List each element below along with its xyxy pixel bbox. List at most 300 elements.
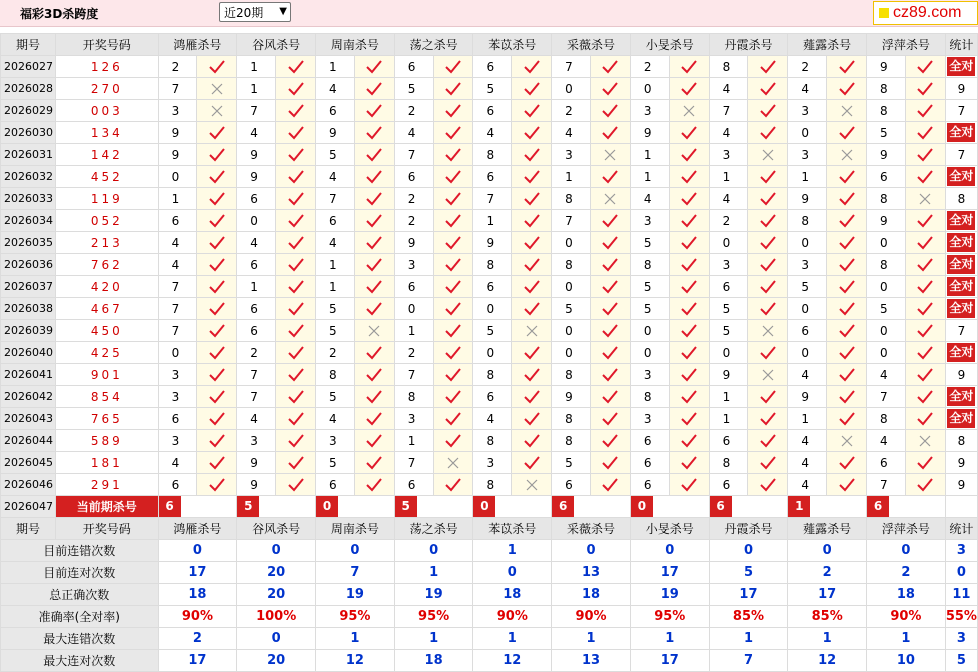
kill-number-cell: 6 — [158, 474, 197, 496]
cross-icon — [918, 192, 932, 206]
result-mark-cell — [354, 254, 394, 276]
kill-number-cell: 7 — [867, 386, 906, 408]
kill-number-cell: 6 — [316, 210, 355, 232]
check-icon — [209, 192, 225, 206]
result-mark-cell — [748, 100, 788, 122]
result-mark-cell — [512, 56, 552, 78]
brand-logo[interactable] — [873, 1, 978, 25]
summary-value: 0 — [473, 562, 552, 584]
kill-number-cell: 2 — [394, 342, 433, 364]
check-icon — [445, 368, 461, 382]
result-mark-cell — [512, 254, 552, 276]
all-correct-badge: 全对 — [947, 299, 975, 318]
kill-number-cell: 4 — [237, 232, 276, 254]
check-icon — [681, 82, 697, 96]
result-mark-cell — [354, 100, 394, 122]
stat-cell — [945, 276, 977, 298]
check-icon — [288, 368, 304, 382]
result-mark-cell — [433, 78, 473, 100]
kill-number-cell: 8 — [552, 408, 591, 430]
check-icon — [445, 60, 461, 74]
kill-number-cell: 6 — [630, 430, 669, 452]
stat-cell — [945, 166, 977, 188]
check-icon — [917, 390, 933, 404]
check-icon — [445, 280, 461, 294]
kill-number-cell: 2 — [394, 210, 433, 232]
kill-number-cell: 9 — [237, 144, 276, 166]
kill-number-cell: 0 — [158, 342, 197, 364]
kill-number-cell: 6 — [158, 210, 197, 232]
kill-number-cell: 9 — [867, 210, 906, 232]
summary-value: 12 — [316, 650, 395, 672]
result-mark-cell — [827, 100, 867, 122]
result-mark-cell — [512, 452, 552, 474]
check-icon — [760, 126, 776, 140]
result-mark-cell — [827, 56, 867, 78]
check-icon — [524, 214, 540, 228]
summary-value: 7 — [316, 562, 395, 584]
check-icon — [366, 412, 382, 426]
summary-value: 55% — [945, 606, 977, 628]
result-mark-cell — [748, 298, 788, 320]
result-mark-cell — [591, 430, 631, 452]
issue-cell: 2026027 — [1, 56, 56, 78]
kill-number-cell: 5 — [867, 298, 906, 320]
draw-number-cell: 589 — [55, 430, 158, 452]
result-mark-cell — [276, 232, 316, 254]
table-row — [1, 408, 978, 430]
kill-number-cell: 6 — [788, 320, 827, 342]
kill-number-cell: 6 — [237, 320, 276, 342]
check-icon — [445, 82, 461, 96]
summary-row — [1, 584, 978, 606]
stat-cell: 8 — [945, 188, 977, 210]
result-mark-cell — [748, 320, 788, 342]
result-mark-cell — [748, 232, 788, 254]
result-mark-cell — [591, 474, 631, 496]
result-mark-cell — [433, 276, 473, 298]
result-mark-cell — [433, 298, 473, 320]
table-row — [1, 122, 978, 144]
period-select[interactable] — [219, 2, 291, 22]
table-row — [1, 254, 978, 276]
result-mark-cell — [905, 474, 945, 496]
result-mark-cell — [433, 474, 473, 496]
draw-number-cell: 762 — [55, 254, 158, 276]
result-mark-cell — [591, 386, 631, 408]
result-mark-cell — [197, 144, 237, 166]
check-icon — [681, 412, 697, 426]
result-mark-cell — [197, 78, 237, 100]
check-icon — [288, 324, 304, 338]
result-mark-cell — [669, 276, 709, 298]
result-mark-cell — [197, 408, 237, 430]
result-mark-cell — [748, 342, 788, 364]
check-icon — [366, 302, 382, 316]
check-icon — [681, 368, 697, 382]
result-mark-cell — [512, 232, 552, 254]
result-mark-cell — [827, 188, 867, 210]
check-icon — [681, 346, 697, 360]
result-mark-cell — [748, 364, 788, 386]
column-header: 开奖号码 — [55, 34, 158, 56]
check-icon — [760, 192, 776, 206]
kill-number-cell: 7 — [473, 188, 512, 210]
result-mark-cell — [905, 188, 945, 210]
table-row — [1, 320, 978, 342]
stat-cell: 8 — [945, 430, 977, 452]
check-icon — [366, 434, 382, 448]
kill-number-cell: 1 — [630, 144, 669, 166]
summary-value: 17 — [630, 562, 709, 584]
current-kill-number — [158, 496, 237, 518]
result-mark-cell — [197, 430, 237, 452]
kill-number-cell: 7 — [237, 364, 276, 386]
draw-number-cell: 420 — [55, 276, 158, 298]
draw-number-cell: 142 — [55, 144, 158, 166]
result-mark-cell — [354, 408, 394, 430]
check-icon — [681, 324, 697, 338]
check-icon — [602, 368, 618, 382]
result-mark-cell — [905, 408, 945, 430]
kill-number-cell: 0 — [237, 210, 276, 232]
result-mark-cell — [433, 254, 473, 276]
check-icon — [366, 368, 382, 382]
current-kill-badge: 5 — [237, 496, 259, 517]
kill-number-cell: 3 — [237, 430, 276, 452]
check-icon — [445, 104, 461, 118]
result-mark-cell — [591, 342, 631, 364]
check-icon — [839, 390, 855, 404]
current-kill-number — [709, 496, 788, 518]
result-mark-cell — [591, 452, 631, 474]
check-icon — [839, 170, 855, 184]
kill-number-cell: 9 — [158, 144, 197, 166]
result-mark-cell — [276, 144, 316, 166]
kill-number-cell: 4 — [867, 430, 906, 452]
check-icon — [681, 170, 697, 184]
check-icon — [917, 258, 933, 272]
kill-number-cell: 5 — [316, 144, 355, 166]
summary-value: 90% — [552, 606, 631, 628]
kill-number-cell: 1 — [473, 210, 512, 232]
kill-number-cell: 0 — [552, 232, 591, 254]
kill-number-cell: 6 — [394, 56, 433, 78]
current-period-row — [1, 496, 978, 518]
cross-icon — [761, 324, 775, 338]
result-mark-cell — [354, 188, 394, 210]
result-mark-cell — [276, 210, 316, 232]
result-mark-cell — [905, 56, 945, 78]
result-mark-cell — [827, 474, 867, 496]
check-icon — [917, 104, 933, 118]
summary-value: 90% — [158, 606, 237, 628]
stat-cell: 7 — [945, 144, 977, 166]
result-mark-cell — [827, 386, 867, 408]
column-header: 期号 — [1, 518, 56, 540]
result-mark-cell — [827, 122, 867, 144]
summary-value: 1 — [867, 628, 946, 650]
current-kill-badge: 6 — [867, 496, 889, 517]
check-icon — [524, 170, 540, 184]
check-icon — [602, 324, 618, 338]
issue-cell: 2026040 — [1, 342, 56, 364]
summary-value: 5 — [945, 650, 977, 672]
result-mark-cell — [276, 408, 316, 430]
kill-number-cell: 9 — [158, 122, 197, 144]
result-mark-cell — [905, 210, 945, 232]
kill-number-cell: 8 — [867, 100, 906, 122]
kill-number-cell: 2 — [316, 342, 355, 364]
result-mark-cell — [827, 78, 867, 100]
kill-number-cell: 3 — [630, 364, 669, 386]
check-icon — [445, 192, 461, 206]
summary-value: 0 — [237, 628, 316, 650]
kill-number-cell: 4 — [788, 430, 827, 452]
header-row — [1, 518, 978, 540]
check-icon — [760, 170, 776, 184]
result-mark-cell — [669, 474, 709, 496]
kill-number-cell: 0 — [473, 298, 512, 320]
kill-number-cell: 0 — [867, 320, 906, 342]
result-mark-cell — [905, 430, 945, 452]
result-mark-cell — [354, 210, 394, 232]
kill-number-cell: 1 — [316, 56, 355, 78]
kill-number-cell: 0 — [552, 320, 591, 342]
result-mark-cell — [512, 100, 552, 122]
stat-cell — [945, 56, 977, 78]
kill-number-cell: 6 — [473, 100, 512, 122]
kill-number-cell: 8 — [552, 188, 591, 210]
result-mark-cell — [669, 342, 709, 364]
issue-cell: 2026028 — [1, 78, 56, 100]
kill-number-cell: 6 — [316, 100, 355, 122]
kill-number-cell: 3 — [552, 144, 591, 166]
result-mark-cell — [354, 474, 394, 496]
kill-number-cell: 2 — [630, 56, 669, 78]
column-header: 鸿雁杀号 — [158, 34, 237, 56]
kill-number-cell: 1 — [237, 78, 276, 100]
current-kill-badge: 0 — [316, 496, 338, 517]
table-row — [1, 56, 978, 78]
summary-value: 1 — [473, 540, 552, 562]
summary-value: 12 — [788, 650, 867, 672]
result-mark-cell — [591, 122, 631, 144]
check-icon — [760, 82, 776, 96]
current-kill-number — [316, 496, 395, 518]
check-icon — [288, 192, 304, 206]
summary-label: 总正确次数 — [1, 584, 159, 606]
kill-number-cell: 2 — [552, 100, 591, 122]
check-icon — [681, 302, 697, 316]
kill-number-cell: 1 — [709, 166, 748, 188]
check-icon — [917, 82, 933, 96]
check-icon — [445, 170, 461, 184]
summary-value: 1 — [630, 628, 709, 650]
result-mark-cell — [591, 56, 631, 78]
issue-cell: 2026039 — [1, 320, 56, 342]
summary-value: 10 — [867, 650, 946, 672]
result-mark-cell — [669, 166, 709, 188]
check-icon — [366, 214, 382, 228]
check-icon — [917, 236, 933, 250]
result-mark-cell — [669, 452, 709, 474]
summary-label: 目前连错次数 — [1, 540, 159, 562]
kill-number-cell: 6 — [473, 386, 512, 408]
kill-number-cell: 4 — [788, 364, 827, 386]
table-row — [1, 78, 978, 100]
check-icon — [524, 280, 540, 294]
cross-icon — [210, 104, 224, 118]
kill-number-cell: 1 — [394, 320, 433, 342]
kill-number-cell: 5 — [630, 276, 669, 298]
check-icon — [209, 148, 225, 162]
check-icon — [209, 126, 225, 140]
summary-label: 最大连对次数 — [1, 650, 159, 672]
kill-number-cell: 3 — [158, 100, 197, 122]
column-header: 周南杀号 — [316, 518, 395, 540]
column-header: 小旻杀号 — [630, 518, 709, 540]
summary-row — [1, 562, 978, 584]
check-icon — [209, 434, 225, 448]
kill-number-cell: 3 — [158, 364, 197, 386]
result-mark-cell — [197, 342, 237, 364]
stat-cell — [945, 496, 977, 518]
issue-cell: 2026031 — [1, 144, 56, 166]
result-mark-cell — [591, 254, 631, 276]
result-mark-cell — [512, 364, 552, 386]
table-row — [1, 144, 978, 166]
check-icon — [288, 126, 304, 140]
result-mark-cell — [433, 452, 473, 474]
kill-number-cell: 9 — [237, 166, 276, 188]
kill-number-cell: 6 — [237, 298, 276, 320]
result-mark-cell — [827, 210, 867, 232]
summary-value: 17 — [158, 650, 237, 672]
summary-value: 19 — [394, 584, 473, 606]
result-mark-cell — [197, 166, 237, 188]
kill-number-cell: 4 — [709, 188, 748, 210]
check-icon — [602, 60, 618, 74]
column-header: 苯苡杀号 — [473, 34, 552, 56]
result-mark-cell — [512, 408, 552, 430]
result-mark-cell — [748, 276, 788, 298]
kill-number-cell: 0 — [788, 342, 827, 364]
kill-number-cell: 3 — [630, 100, 669, 122]
kill-number-cell: 1 — [788, 408, 827, 430]
result-mark-cell — [512, 78, 552, 100]
draw-number-cell: 425 — [55, 342, 158, 364]
check-icon — [209, 346, 225, 360]
issue-cell: 2026033 — [1, 188, 56, 210]
check-icon — [681, 192, 697, 206]
kill-number-cell: 4 — [316, 78, 355, 100]
result-mark-cell — [669, 386, 709, 408]
kill-number-cell: 4 — [316, 166, 355, 188]
result-mark-cell — [433, 320, 473, 342]
kill-number-cell: 4 — [316, 408, 355, 430]
kill-number-cell: 5 — [316, 320, 355, 342]
table-row — [1, 276, 978, 298]
kill-number-cell: 0 — [709, 342, 748, 364]
kill-number-cell: 9 — [630, 122, 669, 144]
summary-value: 12 — [473, 650, 552, 672]
kill-number-cell: 6 — [237, 254, 276, 276]
check-icon — [524, 148, 540, 162]
kill-number-cell: 2 — [394, 188, 433, 210]
check-icon — [839, 412, 855, 426]
draw-number-cell: 119 — [55, 188, 158, 210]
result-mark-cell — [905, 276, 945, 298]
kill-number-cell: 3 — [709, 254, 748, 276]
check-icon — [524, 368, 540, 382]
check-icon — [681, 236, 697, 250]
check-icon — [366, 346, 382, 360]
result-mark-cell — [354, 342, 394, 364]
issue-cell: 2026041 — [1, 364, 56, 386]
result-mark-cell — [276, 452, 316, 474]
issue-cell: 2026037 — [1, 276, 56, 298]
check-icon — [917, 346, 933, 360]
stat-cell — [945, 342, 977, 364]
kill-number-cell: 4 — [237, 408, 276, 430]
kill-number-cell: 8 — [552, 430, 591, 452]
check-icon — [760, 214, 776, 228]
result-mark-cell — [591, 78, 631, 100]
kill-number-cell: 5 — [394, 78, 433, 100]
result-mark-cell — [827, 408, 867, 430]
kill-number-cell: 2 — [158, 56, 197, 78]
check-icon — [602, 478, 618, 492]
result-mark-cell — [354, 386, 394, 408]
result-mark-cell — [197, 452, 237, 474]
check-icon — [681, 456, 697, 470]
result-mark-cell — [197, 210, 237, 232]
result-mark-cell — [512, 474, 552, 496]
result-mark-cell — [276, 276, 316, 298]
check-icon — [366, 236, 382, 250]
stat-cell: 9 — [945, 452, 977, 474]
kill-number-cell: 7 — [158, 78, 197, 100]
stat-cell: 7 — [945, 320, 977, 342]
kill-number-cell: 4 — [158, 254, 197, 276]
issue-cell: 2026030 — [1, 122, 56, 144]
result-mark-cell — [905, 100, 945, 122]
column-header: 开奖号码 — [55, 518, 158, 540]
result-mark-cell — [354, 78, 394, 100]
kill-number-cell: 9 — [867, 144, 906, 166]
summary-value: 0 — [709, 540, 788, 562]
result-mark-cell — [591, 166, 631, 188]
summary-value: 7 — [709, 650, 788, 672]
kill-number-cell: 5 — [473, 320, 512, 342]
issue-cell: 2026038 — [1, 298, 56, 320]
check-icon — [602, 346, 618, 360]
result-mark-cell — [905, 144, 945, 166]
result-mark-cell — [197, 298, 237, 320]
check-icon — [209, 170, 225, 184]
page-title: 福彩3D杀跨度 — [20, 7, 99, 21]
kill-number-cell: 6 — [394, 474, 433, 496]
check-icon — [445, 236, 461, 250]
current-kill-number — [237, 496, 316, 518]
kill-number-cell: 4 — [788, 474, 827, 496]
check-icon — [209, 456, 225, 470]
kill-number-cell: 2 — [394, 100, 433, 122]
cross-icon — [761, 368, 775, 382]
result-mark-cell — [276, 166, 316, 188]
check-icon — [839, 82, 855, 96]
